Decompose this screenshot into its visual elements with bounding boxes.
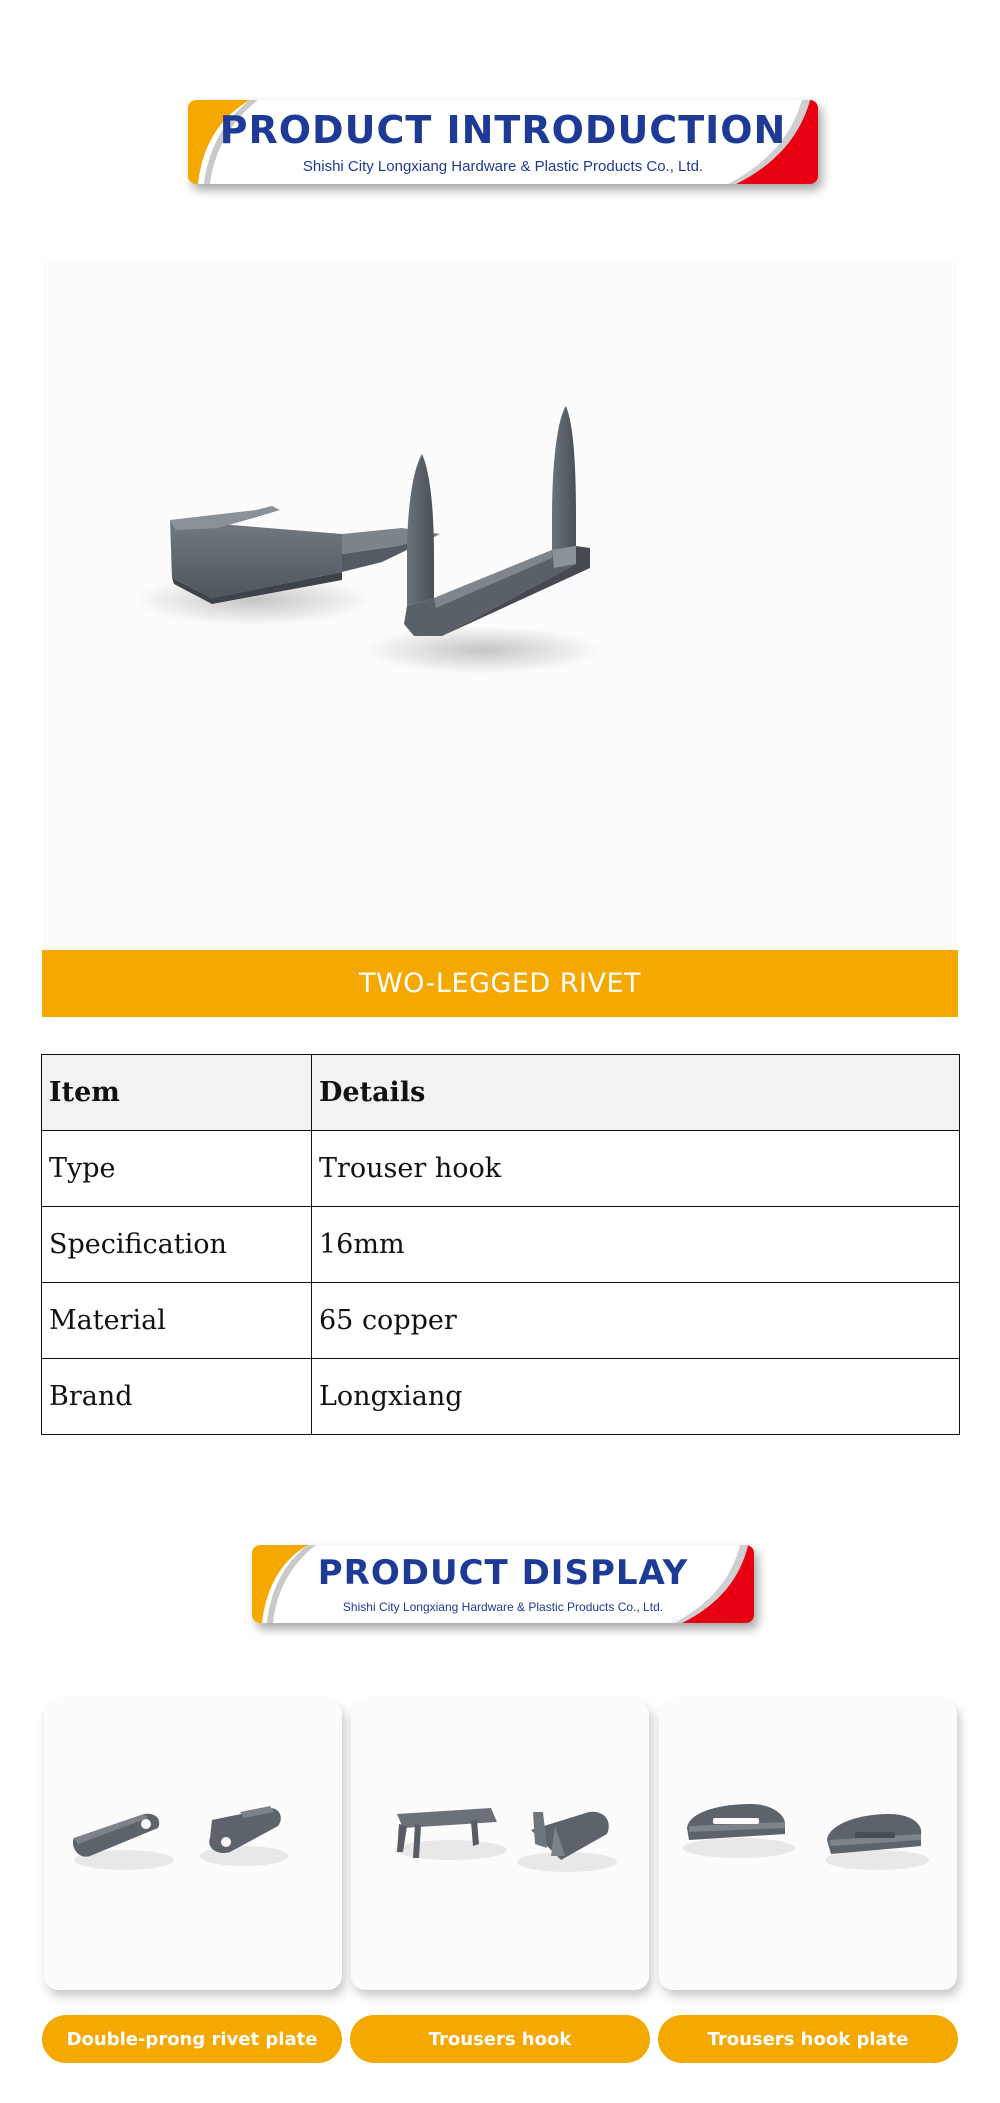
row-label: Type <box>42 1131 312 1207</box>
label-trousers-hook[interactable] <box>350 2015 650 2063</box>
product-title: TWO-LEGGED RIVET <box>358 968 642 999</box>
label-double-prong-rivet-plate[interactable] <box>42 2015 342 2063</box>
product-display-banner <box>252 1545 754 1623</box>
banner-subtitle: Shishi City Longxiang Hardware & Plastic Products Co., Ltd. <box>302 158 704 175</box>
table-header-row <box>42 1055 960 1131</box>
trousers-hook-plate-image <box>659 1700 957 1990</box>
row-label: Material <box>42 1283 312 1359</box>
table-row <box>42 1207 960 1283</box>
product-card-trousers-hook-plate[interactable] <box>659 1700 957 1990</box>
row-value: Trouser hook <box>312 1131 960 1207</box>
banner-title: PRODUCT DISPLAY <box>317 1553 689 1593</box>
row-value: 16mm <box>312 1207 960 1283</box>
header-details: Details <box>312 1055 960 1131</box>
header-item: Item <box>42 1055 312 1131</box>
rivet-left-image <box>134 506 440 626</box>
table-row <box>42 1283 960 1359</box>
spec-table <box>41 1054 960 1435</box>
row-value: 65 copper <box>312 1283 960 1359</box>
row-label: Specification <box>42 1207 312 1283</box>
label-trousers-hook-plate[interactable] <box>658 2015 958 2063</box>
table-row <box>42 1131 960 1207</box>
trousers-hook-image <box>351 1700 649 1990</box>
product-introduction-banner <box>188 100 818 184</box>
row-value: Longxiang <box>312 1359 960 1435</box>
row-label: Brand <box>42 1359 312 1435</box>
pill-label: Trousers hook <box>428 2028 572 2050</box>
table-row <box>42 1359 960 1435</box>
banner-subtitle: Shishi City Longxiang Hardware & Plastic Products Co., Ltd. <box>342 1600 664 1614</box>
pill-label: Trousers hook plate <box>707 2028 909 2050</box>
pill-label: Double-prong rivet plate <box>66 2028 318 2050</box>
product-photo <box>42 258 958 950</box>
product-card-double-prong-rivet-plate[interactable] <box>44 1700 342 1990</box>
product-title-bar <box>42 950 958 1017</box>
banner-title: PRODUCT INTRODUCTION <box>219 108 787 152</box>
product-card-trousers-hook[interactable] <box>351 1700 649 1990</box>
double-prong-rivet-plate-image <box>44 1700 342 1990</box>
